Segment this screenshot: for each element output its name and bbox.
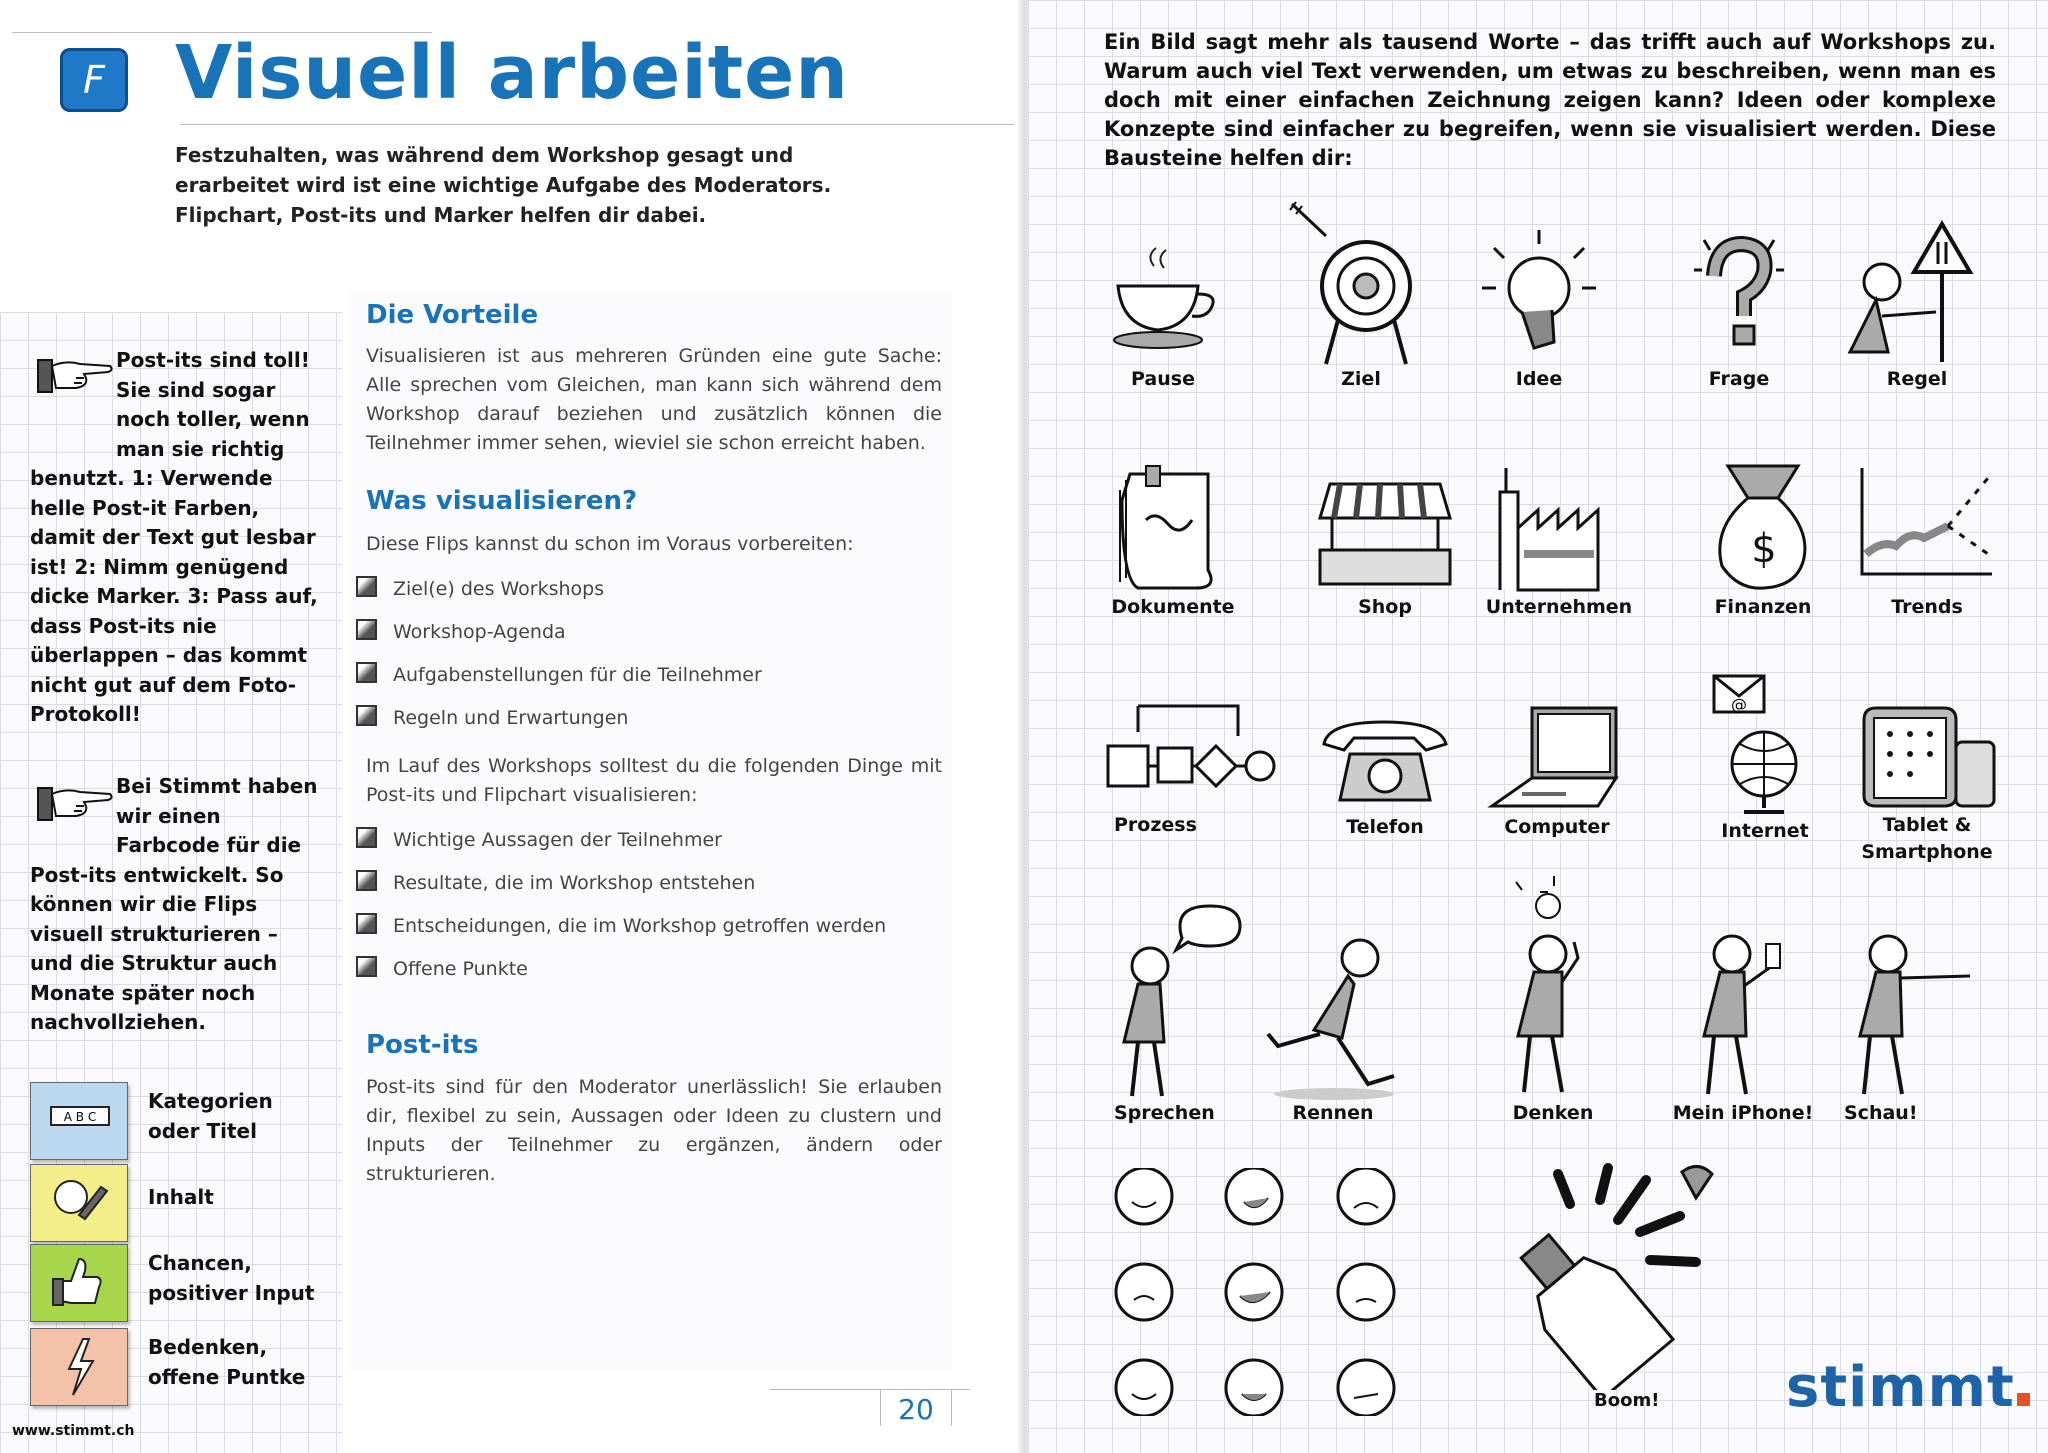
icon-idee — [1464, 226, 1614, 393]
icon-finanzen — [1688, 458, 1838, 621]
list-item-text: Regeln und Erwartungen — [393, 707, 629, 729]
market-stall-icon — [1310, 468, 1460, 594]
checkbox-icon — [356, 662, 377, 683]
icon-label: Telefon — [1346, 816, 1424, 838]
icon-regel — [1842, 216, 1992, 393]
page-title: Visuell arbeiten — [175, 30, 849, 116]
legend-label: Chancen, positiver Input — [148, 1251, 315, 1305]
rule-sign-icon — [1842, 216, 1992, 366]
person-speaking-icon — [1098, 900, 1248, 1100]
icon-label: Finanzen — [1714, 596, 1812, 618]
trend-chart-icon — [1852, 458, 2002, 594]
list-item — [356, 705, 628, 735]
list-item-text: Entscheidungen, die im Workshop getroffen werden — [393, 915, 887, 937]
icon-label: Denken — [1512, 1102, 1594, 1124]
stimmt-logo — [1786, 1355, 2030, 1420]
heading-postits: Post-its — [366, 1030, 479, 1060]
heading-vorteile: Die Vorteile — [366, 300, 539, 330]
icon-label: Sprechen — [1114, 1102, 1215, 1124]
tip-postits-text: Post-its sind toll! Sie sind sogar noch toller, wenn man sie richtig benutzt. 1: Verwende helle Post-it Farben, damit der Text gut lesbar ist! 2: Nimm genügend dicke Marker. 3: Pass auf, dass Post-its nie überlappen – das kommt nicht gut auf dem Foto-Protokoll! — [30, 348, 318, 726]
icon-trends — [1852, 458, 2002, 621]
list-item — [356, 870, 755, 900]
icon-label: Dokumente — [1111, 596, 1235, 618]
globe-mail-icon — [1700, 668, 1830, 818]
intro-text: Festzuhalten, was während dem Workshop gesagt und erarbeitet wird ist eine wichtige Aufgabe des Moderators. Flipchart, Post-its und Marker helfen dir dabei. — [175, 143, 832, 227]
tablet-phone-icon — [1852, 700, 2002, 812]
icon-telefon — [1310, 714, 1460, 841]
icon-schau — [1830, 926, 1980, 1127]
factory-icon — [1484, 458, 1634, 594]
laptop-icon — [1482, 702, 1632, 814]
page-number: 20 — [880, 1390, 952, 1426]
icon-label: Computer — [1504, 816, 1610, 838]
icon-prozess — [1098, 696, 1248, 839]
target-arrow-icon — [1286, 200, 1436, 366]
checkbox-icon — [356, 827, 377, 848]
legend-kategorien — [30, 1082, 340, 1158]
icon-label: Regel — [1886, 368, 1948, 390]
emotion-faces-icon — [1104, 1168, 1434, 1416]
chapter-badge: F — [60, 48, 128, 112]
list-item-text: Wichtige Aussagen der Teilnehmer — [393, 829, 722, 851]
icon-label: Tablet & Smartphone — [1861, 814, 1993, 863]
legend-label: Inhalt — [148, 1185, 214, 1209]
website-url[interactable]: www.stimmt.ch — [12, 1423, 135, 1439]
legend-label: Kategorien oder Titel — [148, 1089, 273, 1143]
list-item-text: Offene Punkte — [393, 958, 528, 980]
list-item — [356, 956, 528, 986]
icon-label: Ziel — [1341, 368, 1381, 390]
person-thinking-icon — [1478, 872, 1628, 1100]
icon-rennen — [1258, 934, 1408, 1127]
icon-pause — [1088, 236, 1238, 393]
icon-label: Shop — [1358, 596, 1412, 618]
icon-unternehmen — [1484, 458, 1634, 621]
legend-inhalt — [30, 1164, 340, 1240]
checkbox-icon — [356, 619, 377, 640]
abc-tag-icon — [30, 1082, 128, 1160]
list-item-text: Workshop-Agenda — [393, 621, 566, 643]
icon-label: Rennen — [1292, 1102, 1374, 1124]
right-intro-text: Ein Bild sagt mehr als tausend Worte – das trifft auch auf Workshops zu. Warum auch viel Text verwenden, um etwas zu beschreiben, wenn man es doch mit einer einfachen Zeichnung zeigen kann? Ideen oder komplexe Konzepte sind einfacher zu begreifen, wenn sie visualisiert werden. Diese Bausteine helfen dir: — [1104, 30, 1996, 170]
icon-denken — [1478, 872, 1628, 1127]
person-running-icon — [1258, 934, 1408, 1100]
icon-dokumente — [1098, 460, 1248, 621]
list-item-text: Aufgabenstellungen für die Teilnehmer — [393, 664, 762, 686]
icon-label: Trends — [1891, 596, 1963, 618]
checkbox-icon — [356, 576, 377, 597]
logo-dot — [2017, 1393, 2030, 1406]
logo-text: stimmt — [1786, 1355, 2015, 1420]
person-phone-icon — [1668, 926, 1818, 1100]
icon-shop — [1310, 468, 1460, 621]
list-item — [356, 576, 604, 606]
money-bag-icon — [1698, 458, 1828, 594]
during-text: Im Lauf des Workshops solltest du die folgenden Dinge mit Post-its und Flipchart visualisieren: — [366, 755, 942, 806]
heading-was-visualisieren: Was visualisieren? — [366, 486, 638, 516]
icon-label: Mein iPhone! — [1672, 1102, 1814, 1124]
documents-icon — [1108, 460, 1238, 594]
lightning-icon — [30, 1328, 128, 1406]
legend-label: Bedenken, offene Puntke — [148, 1335, 306, 1389]
icon-label: Frage — [1708, 368, 1770, 390]
icon-label: Pause — [1131, 368, 1195, 390]
coffee-cup-icon — [1098, 236, 1228, 366]
icon-ziel — [1286, 200, 1436, 393]
svg-text:@: @ — [1731, 695, 1747, 714]
legend-chancen — [30, 1244, 340, 1320]
title-rule — [180, 124, 1014, 125]
checkbox-icon — [356, 956, 377, 977]
icon-sprechen — [1098, 900, 1248, 1127]
icon-mein-iphone — [1668, 926, 1818, 1127]
tip-colorcode — [30, 772, 320, 1038]
boom-label: Boom! — [1594, 1390, 1660, 1411]
postits-text: Post-its sind für den Moderator unerlässlich! Sie erlauben dir, flexibel zu sein, Aussagen oder Ideen zu clustern und Inputs der Teilnehmer zu ergänzen, ändern oder strukturieren. — [366, 1076, 942, 1185]
svg-text:$: $ — [1751, 526, 1777, 572]
icon-label: Idee — [1515, 368, 1563, 390]
list-item — [356, 913, 886, 943]
question-mark-icon — [1664, 226, 1814, 366]
checkbox-icon — [356, 913, 377, 934]
process-flow-icon — [1098, 696, 1278, 812]
thumbs-up-icon — [30, 1244, 128, 1322]
icon-label: Internet — [1721, 820, 1809, 842]
icon-frage — [1664, 226, 1814, 393]
vorteile-text: Visualisieren ist aus mehreren Gründen eine gute Sache: Alle sprechen vom Gleichen, man kann sich während dem Workshop darauf beziehen und zusätzlich können die Teilnehmer immer sehen, wieviel sie schon erreicht haben. — [366, 345, 942, 454]
telephone-icon — [1310, 714, 1460, 814]
abc-tag-text: A B C — [63, 1110, 97, 1124]
icon-computer — [1482, 702, 1632, 841]
was-text: Diese Flips kannst du schon im Voraus vorbereiten: — [366, 533, 854, 555]
list-item — [356, 662, 762, 692]
person-pointing-icon — [1830, 926, 1980, 1100]
legend-bedenken — [30, 1328, 340, 1404]
list-item — [356, 827, 722, 857]
checkbox-icon — [356, 870, 377, 891]
icon-label: Schau! — [1844, 1102, 1918, 1124]
tip-colorcode-text: Bei Stimmt haben wir einen Farbcode für die Post-its entwickelt. So können wir die Flips visuell strukturieren – und die Struktur auch Monate später noch nachvollziehen. — [30, 774, 318, 1034]
icon-label: Unternehmen — [1485, 596, 1633, 618]
list-item-text: Ziel(e) des Workshops — [393, 578, 605, 600]
list-item — [356, 619, 566, 649]
list-item-text: Resultate, die im Workshop entstehen — [393, 872, 756, 894]
checkbox-icon — [356, 705, 377, 726]
champagne-bottle-icon — [1450, 1160, 1730, 1390]
icon-tablet-smartphone — [1852, 700, 2002, 866]
lightbulb-icon — [1464, 226, 1614, 366]
tip-postits — [30, 346, 320, 730]
tips-sidebar — [0, 312, 342, 1453]
icon-internet — [1690, 668, 1840, 845]
icon-label: Prozess — [1114, 814, 1197, 836]
lightbulb-pencil-icon — [30, 1164, 128, 1242]
